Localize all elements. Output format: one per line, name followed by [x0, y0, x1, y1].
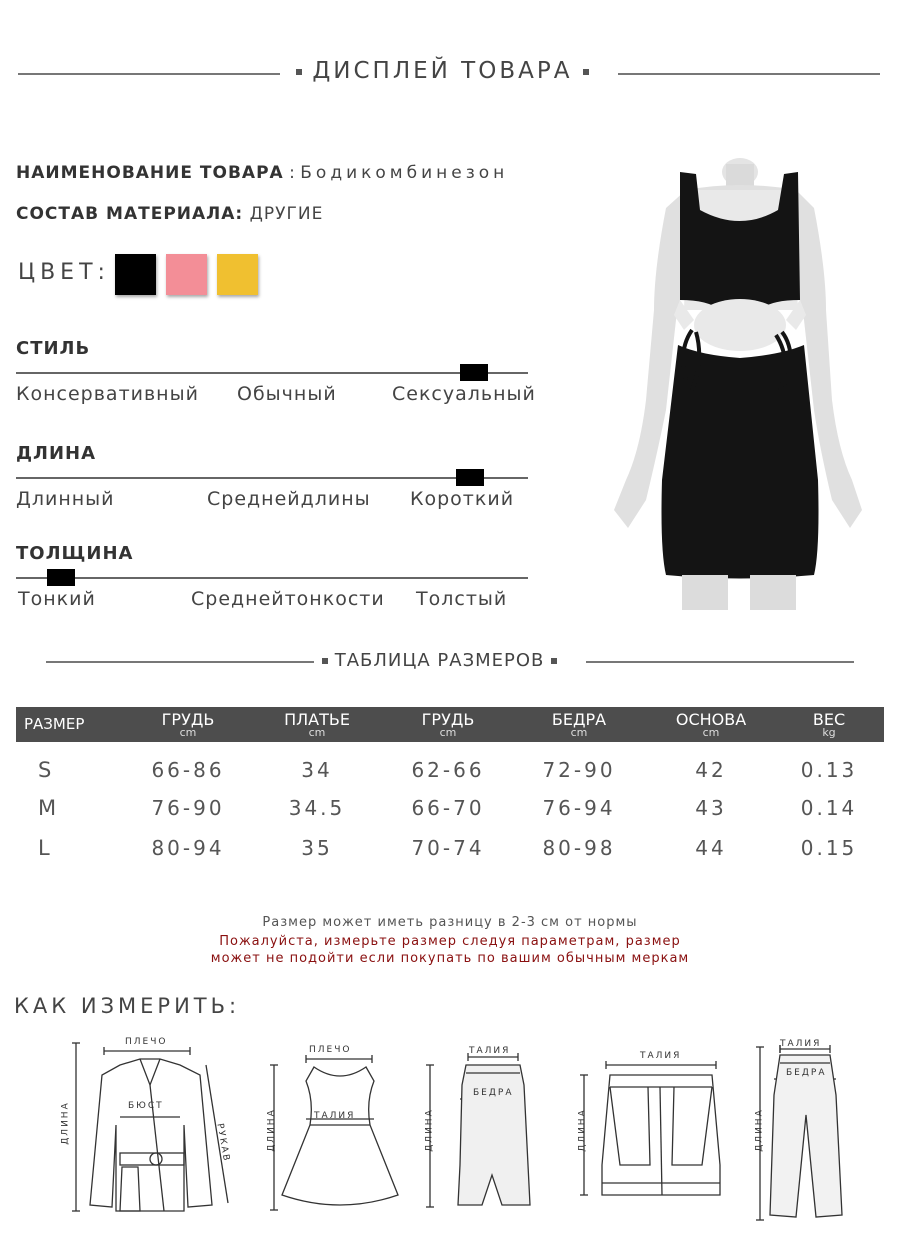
product-photo — [600, 150, 870, 610]
scale-thickness-title: ТОЛЩИНА — [16, 543, 134, 564]
skirt-length-label: ДЛИНА — [424, 1108, 435, 1152]
scale-style-marker — [460, 364, 488, 381]
color-swatch-yellow[interactable] — [217, 254, 258, 295]
product-name-line — [16, 163, 508, 183]
shorts-length-label: ДЛИНА — [577, 1108, 588, 1152]
display-heading-text: ДИСПЛЕЙ ТОВАРА — [312, 58, 573, 84]
product-name-label: НАИМЕНОВАНИЕ ТОВАРА — [16, 163, 284, 183]
table-row — [16, 790, 884, 826]
scale-length-marker — [456, 469, 484, 486]
header-weight: ВЕС kg — [774, 707, 884, 742]
table-cell: 76-90 — [151, 796, 225, 820]
table-cell: 72-90 — [542, 757, 616, 782]
jacket-bust-label: БЮСТ — [128, 1101, 164, 1111]
dress-length-label: ДЛИНА — [266, 1108, 277, 1152]
table-cell: 70-74 — [411, 836, 485, 860]
material-value: ДРУГИЕ — [243, 204, 324, 224]
table-cell: 0.13 — [800, 757, 858, 782]
scale-length-mid: Среднейдлины — [207, 488, 371, 510]
scale-thickness-line — [16, 577, 528, 579]
scale-style-high: Сексуальный — [392, 383, 536, 405]
pants-length-label: ДЛИНА — [754, 1108, 765, 1152]
size-table-header — [16, 707, 884, 742]
divider-left — [18, 73, 280, 75]
color-label: ЦВЕТ: — [18, 260, 110, 285]
size-divider-right — [586, 661, 854, 663]
display-heading — [296, 58, 589, 84]
measure-warning-line2: может не подойти если покупать по вашим обычным меркам — [210, 951, 690, 966]
jacket-length-label: ДЛИНА — [60, 1101, 71, 1145]
dress-waist-label: ТАЛИЯ — [314, 1111, 356, 1121]
size-note: Размер может иметь разницу в 2-3 см от нормы — [262, 915, 638, 930]
table-cell: 80-94 — [151, 836, 225, 860]
size-heading — [322, 650, 557, 671]
color-swatch-black[interactable] — [115, 254, 156, 295]
dress-illustration — [262, 1045, 412, 1215]
table-cell: 80-98 — [542, 836, 616, 860]
table-cell: 35 — [301, 836, 333, 860]
scale-thickness-high: Толстый — [416, 588, 508, 610]
table-cell: M — [38, 796, 57, 820]
scale-style-mid: Обычный — [237, 383, 337, 405]
scale-length-high: Короткий — [410, 488, 515, 510]
material-label: СОСТАВ МАТЕРИАЛА: — [16, 204, 244, 224]
dress-shoulder-label: ПЛЕЧО — [309, 1045, 352, 1055]
scale-thickness-mid: Среднейтонкости — [191, 588, 385, 610]
scale-style-title: СТИЛЬ — [16, 338, 91, 359]
table-cell: 76-94 — [542, 796, 616, 820]
header-chest-2: ГРУДЬ cm — [386, 707, 510, 742]
pants-hips-label: БЕДРА — [786, 1068, 827, 1078]
scale-length-line — [16, 477, 528, 479]
jacket-shoulder-label: ПЛЕЧО — [125, 1037, 168, 1047]
skirt-waist-label: ТАЛИЯ — [469, 1046, 511, 1056]
scale-length-low: Длинный — [16, 488, 115, 510]
scale-style-low: Консервативный — [16, 383, 199, 405]
table-row — [16, 742, 884, 790]
size-heading-text: ТАБЛИЦА РАЗМЕРОВ — [334, 650, 545, 671]
bullet-square-icon — [296, 69, 302, 75]
skirt-illustration — [420, 1045, 550, 1215]
table-cell: 43 — [695, 796, 727, 820]
table-cell: 34 — [301, 757, 333, 782]
jacket-sleeve-label: РУКАВ — [214, 1122, 232, 1164]
scale-style-line — [16, 372, 528, 374]
table-cell: 0.14 — [800, 796, 858, 820]
shorts-waist-label: ТАЛИЯ — [640, 1051, 682, 1061]
skirt-hips-label: БЕДРА — [473, 1088, 514, 1098]
table-cell: L — [38, 836, 50, 860]
table-cell: 0.15 — [800, 836, 858, 860]
size-table — [16, 707, 884, 870]
table-cell: S — [38, 757, 52, 782]
scale-thickness-low: Тонкий — [18, 588, 96, 610]
pants-illustration — [750, 1035, 860, 1225]
product-name-separator: : — [283, 163, 301, 183]
table-cell: 66-70 — [411, 796, 485, 820]
table-row — [16, 826, 884, 870]
header-hips: БЕДРА cm — [510, 707, 648, 742]
table-cell: 62-66 — [411, 757, 485, 782]
how-to-measure-title: КАК ИЗМЕРИТЬ: — [14, 994, 241, 1018]
table-cell: 42 — [695, 757, 727, 782]
scale-length-title: ДЛИНА — [16, 443, 97, 464]
pants-waist-label: ТАЛИЯ — [780, 1039, 822, 1049]
jacket-illustration — [60, 1035, 240, 1215]
divider-right — [618, 73, 880, 75]
header-dress: ПЛАТЬЕ cm — [248, 707, 386, 742]
table-cell: 66-86 — [151, 757, 225, 782]
header-size: РАЗМЕР — [16, 707, 128, 742]
color-swatch-pink[interactable] — [166, 254, 207, 295]
size-divider-left — [46, 661, 314, 663]
material-line — [16, 204, 323, 224]
bullet-square-icon — [551, 658, 557, 664]
table-cell: 44 — [695, 836, 727, 860]
table-cell: 34.5 — [288, 796, 346, 820]
scale-thickness-marker — [47, 569, 75, 586]
header-base: ОСНОВА cm — [648, 707, 774, 742]
product-name-value: Бодикомбинезон — [300, 163, 509, 183]
header-chest: ГРУДЬ cm — [128, 707, 248, 742]
measure-warning-line1: Пожалуйста, измерьте размер следуя параметрам, размер — [219, 934, 681, 949]
shorts-illustration — [570, 1045, 750, 1205]
bullet-square-icon — [583, 69, 589, 75]
bullet-square-icon — [322, 658, 328, 664]
